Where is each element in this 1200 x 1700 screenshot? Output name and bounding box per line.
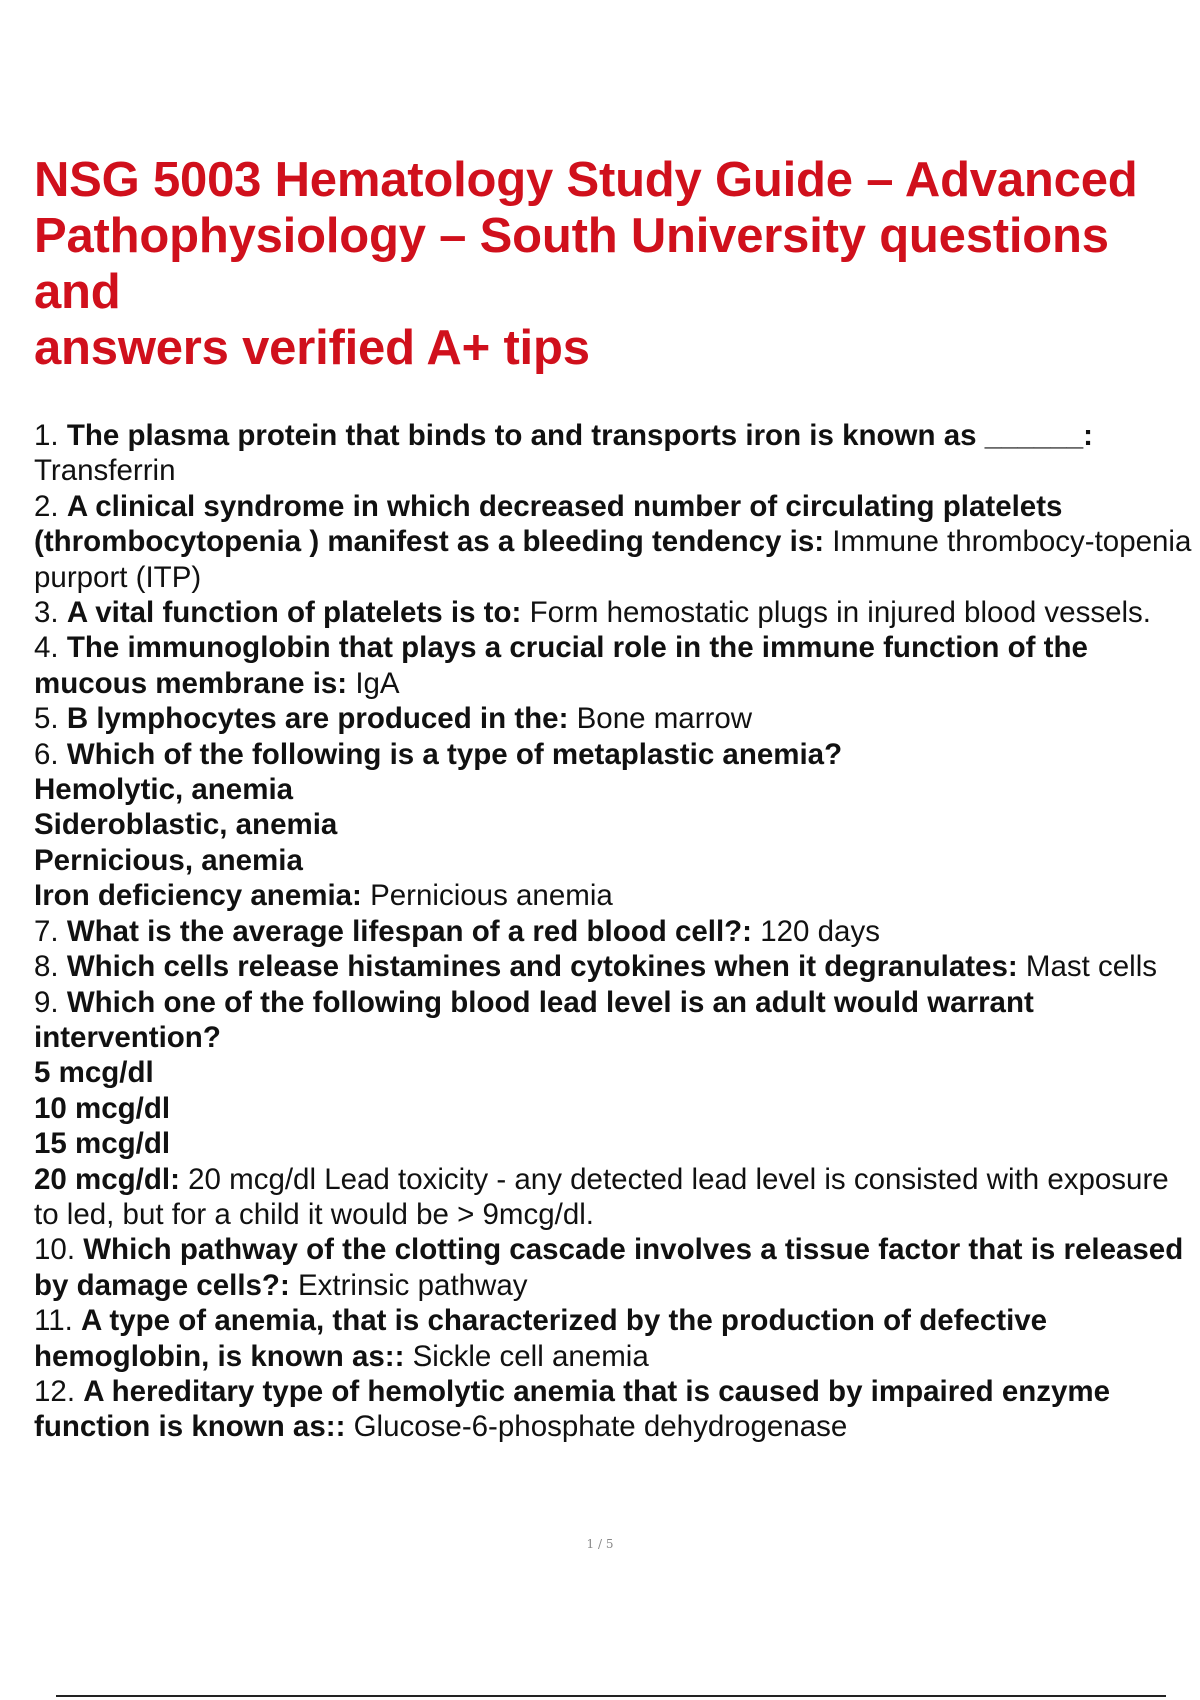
answer-option: 15 mcg/dl — [34, 1127, 171, 1161]
answer-option-last: Iron deficiency anemia: — [34, 879, 362, 913]
question-number: 6. — [34, 737, 59, 771]
title-line-3: answers verified A+ tips — [34, 321, 590, 375]
question-text: A type of anemia, that is characterized by the production of defective hemoglobin, is known as:: — [34, 1304, 1048, 1373]
answer-text: Extrinsic pathway — [297, 1268, 528, 1302]
question-number: 5. — [34, 702, 59, 736]
question-number: 2. — [34, 489, 59, 523]
answer-text: 20 mcg/dl Lead toxicity - any detected lead level is consisted with exposure to led, but for a child it would be > 9mcg/dl. — [34, 1162, 1169, 1231]
question-number: 4. — [34, 631, 59, 665]
answer-text: Bone marrow — [576, 702, 753, 736]
question-number: 8. — [34, 950, 59, 984]
question-item — [34, 1303, 1194, 1374]
question-number: 1. — [34, 419, 59, 452]
question-number: 12. — [34, 1374, 76, 1408]
question-item — [34, 701, 1194, 736]
answer-text: Mast cells — [1025, 950, 1158, 984]
question-item — [34, 1374, 1194, 1445]
question-text: Which cells release histamines and cytokines when it degranulates: — [66, 950, 1018, 984]
answer-text: Sickle cell anemia — [412, 1339, 649, 1373]
page-number: 1 / 5 — [586, 1537, 614, 1551]
document-title — [34, 152, 1194, 376]
question-item — [34, 630, 1194, 701]
question-text: A clinical syndrome in which decreased number of circulating platelets (thrombocytopenia ) manifest as a bleeding tendency is: — [34, 489, 1063, 559]
question-text: A vital function of platelets is to: — [66, 596, 522, 630]
title-line-1: NSG 5003 Hematology Study Guide – Advanced — [34, 153, 1138, 207]
question-text: What is the average lifespan of a red blood cell?: — [66, 914, 753, 948]
question-item — [34, 1232, 1194, 1303]
answer-text: Immune thrombocy-topenia purport (ITP) — [34, 525, 1192, 594]
title-line-2: Pathophysiology – South University questions and — [34, 209, 1109, 319]
question-item — [34, 595, 1194, 630]
question-text: Which of the following is a type of metaplastic anemia? — [66, 737, 843, 771]
question-text: The plasma protein that binds to and transports iron is known as ______: — [66, 419, 1093, 452]
question-text: B lymphocytes are produced in the: — [66, 702, 569, 736]
question-number: 7. — [34, 914, 59, 948]
question-number: 3. — [34, 596, 59, 630]
answer-option: Pernicious, anemia — [34, 843, 303, 877]
question-number: 11. — [34, 1304, 73, 1338]
question-item — [34, 914, 1194, 949]
answer-option-last: 20 mcg/dl: — [34, 1162, 180, 1196]
question-item — [34, 985, 1194, 1233]
question-number: 9. — [34, 985, 59, 1019]
answer-option: Hemolytic, anemia — [34, 773, 294, 807]
answer-text: IgA — [355, 666, 400, 700]
answer-option: Sideroblastic, anemia — [34, 808, 338, 842]
question-list — [34, 418, 1194, 1445]
answer-text: 120 days — [760, 914, 880, 948]
question-number: 10. — [34, 1233, 76, 1267]
answer-option: 10 mcg/dl — [34, 1091, 171, 1125]
question-item — [34, 737, 1194, 914]
question-item — [34, 489, 1194, 595]
answer-text: Transferrin — [34, 454, 176, 488]
question-text: Which one of the following blood lead level is an adult would warrant intervention? — [34, 985, 1034, 1054]
question-item — [34, 949, 1194, 984]
answer-text: Glucose-6-phosphate dehydrogenase — [353, 1410, 848, 1444]
question-text: A hereditary type of hemolytic anemia that is caused by impaired enzyme function is known as:: — [34, 1374, 1111, 1444]
question-text: The immunoglobin that plays a crucial role in the immune function of the mucous membrane is: — [34, 631, 1088, 700]
footer-divider — [56, 1695, 1166, 1697]
question-text: Which pathway of the clotting cascade involves a tissue factor that is released by damage cells?: — [34, 1233, 1184, 1302]
answer-text: Form hemostatic plugs in injured blood vessels. — [529, 596, 1151, 630]
answer-text: Pernicious anemia — [370, 879, 613, 913]
question-item — [34, 418, 1194, 489]
answer-option: 5 mcg/dl — [34, 1056, 154, 1090]
